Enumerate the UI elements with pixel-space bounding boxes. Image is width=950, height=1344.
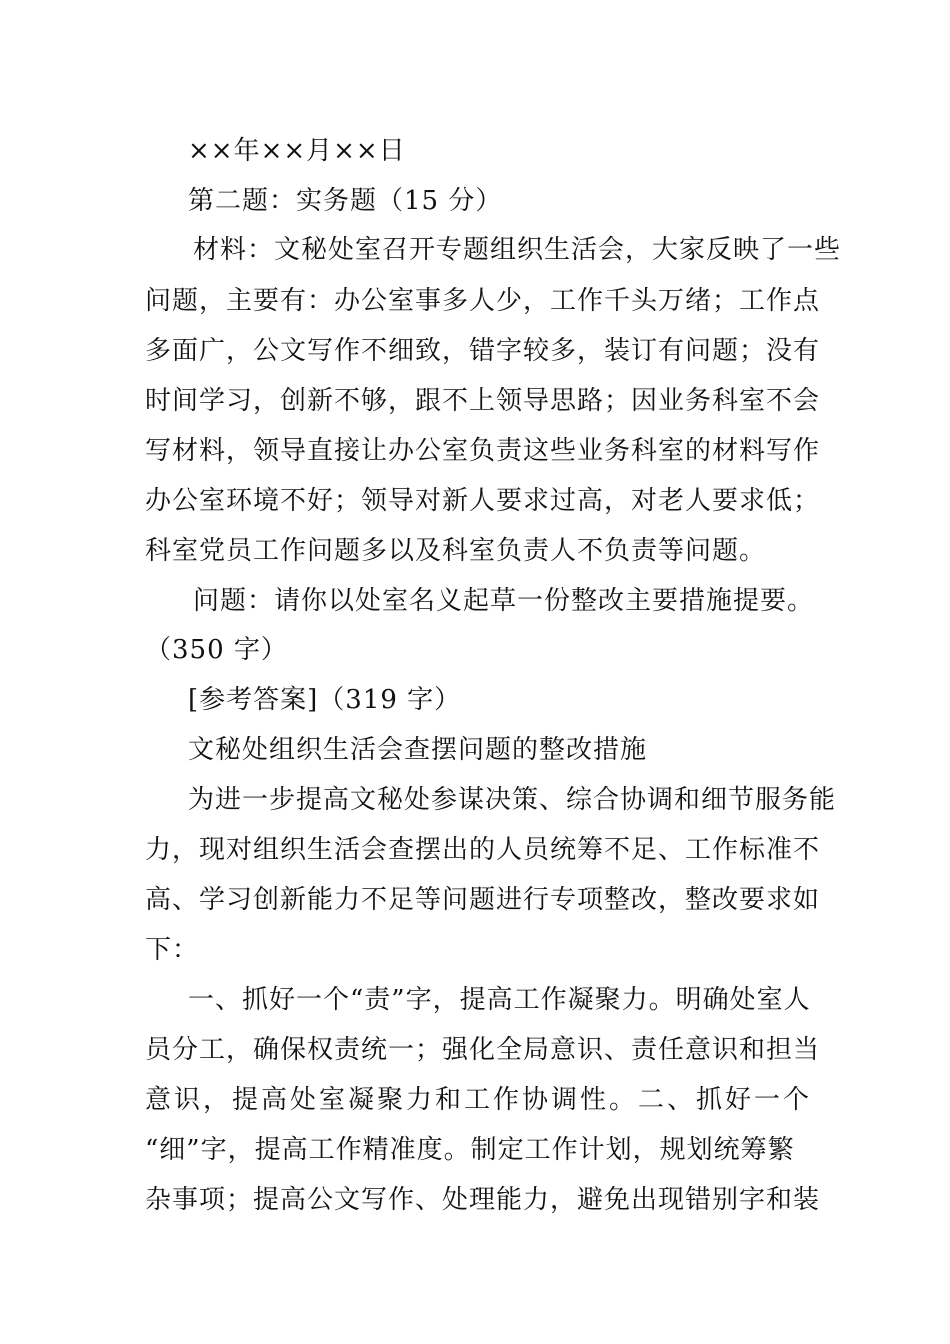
material-line: 办公室环境不好；领导对新人要求过高，对老人要求低； [145,486,821,516]
material-line: 材料：文秘处室召开专题组织生活会，大家反映了一些 [193,235,842,265]
question2-title: 第二题：实务题（15 分） [188,186,503,216]
answer-label: [参考答案]（319 字） [188,685,462,715]
intro-line: 高、学习创新能力不足等问题进行专项整改，整改要求如 [145,885,821,915]
material-line: 时间学习，创新不够，跟不上领导思路；因业务科室不会 [145,386,821,416]
body-line: 员分工，确保权责统一；强化全局意识、责任意识和担当 [145,1035,821,1065]
body-line: 一、抓好一个“责”字，提高工作凝聚力。明确处室人 [188,985,811,1015]
intro-line: 为进一步提高文秘处参谋决策、综合协调和细节服务能 [188,785,837,815]
answer-title: 文秘处组织生活会查摆问题的整改措施 [188,735,648,765]
body-line: 杂事项；提高公文写作、处理能力，避免出现错别字和装 [145,1185,821,1215]
question-line: （350 字） [145,635,288,665]
question-line: 问题：请你以处室名义起草一份整改主要措施提要。 [193,586,815,616]
body-line: “细”字，提高工作精准度。制定工作计划，规划统筹繁 [145,1135,795,1165]
intro-line: 下： [145,935,200,965]
date-line: ××年××月××日 [188,136,406,166]
material-line: 科室党员工作问题多以及科室负责人不负责等问题。 [145,536,767,566]
material-line: 写材料，领导直接让办公室负责这些业务科室的材料写作 [145,436,821,466]
intro-line: 力，现对组织生活会查摆出的人员统筹不足、工作标准不 [145,835,821,865]
material-line: 多面广，公文写作不细致，错字较多，装订有问题；没有 [145,336,821,366]
body-line: 意识，提高处室凝聚力和工作协调性。二、抓好一个 [145,1085,813,1115]
material-line: 问题，主要有：办公室事多人少，工作千头万绪；工作点 [145,286,821,316]
